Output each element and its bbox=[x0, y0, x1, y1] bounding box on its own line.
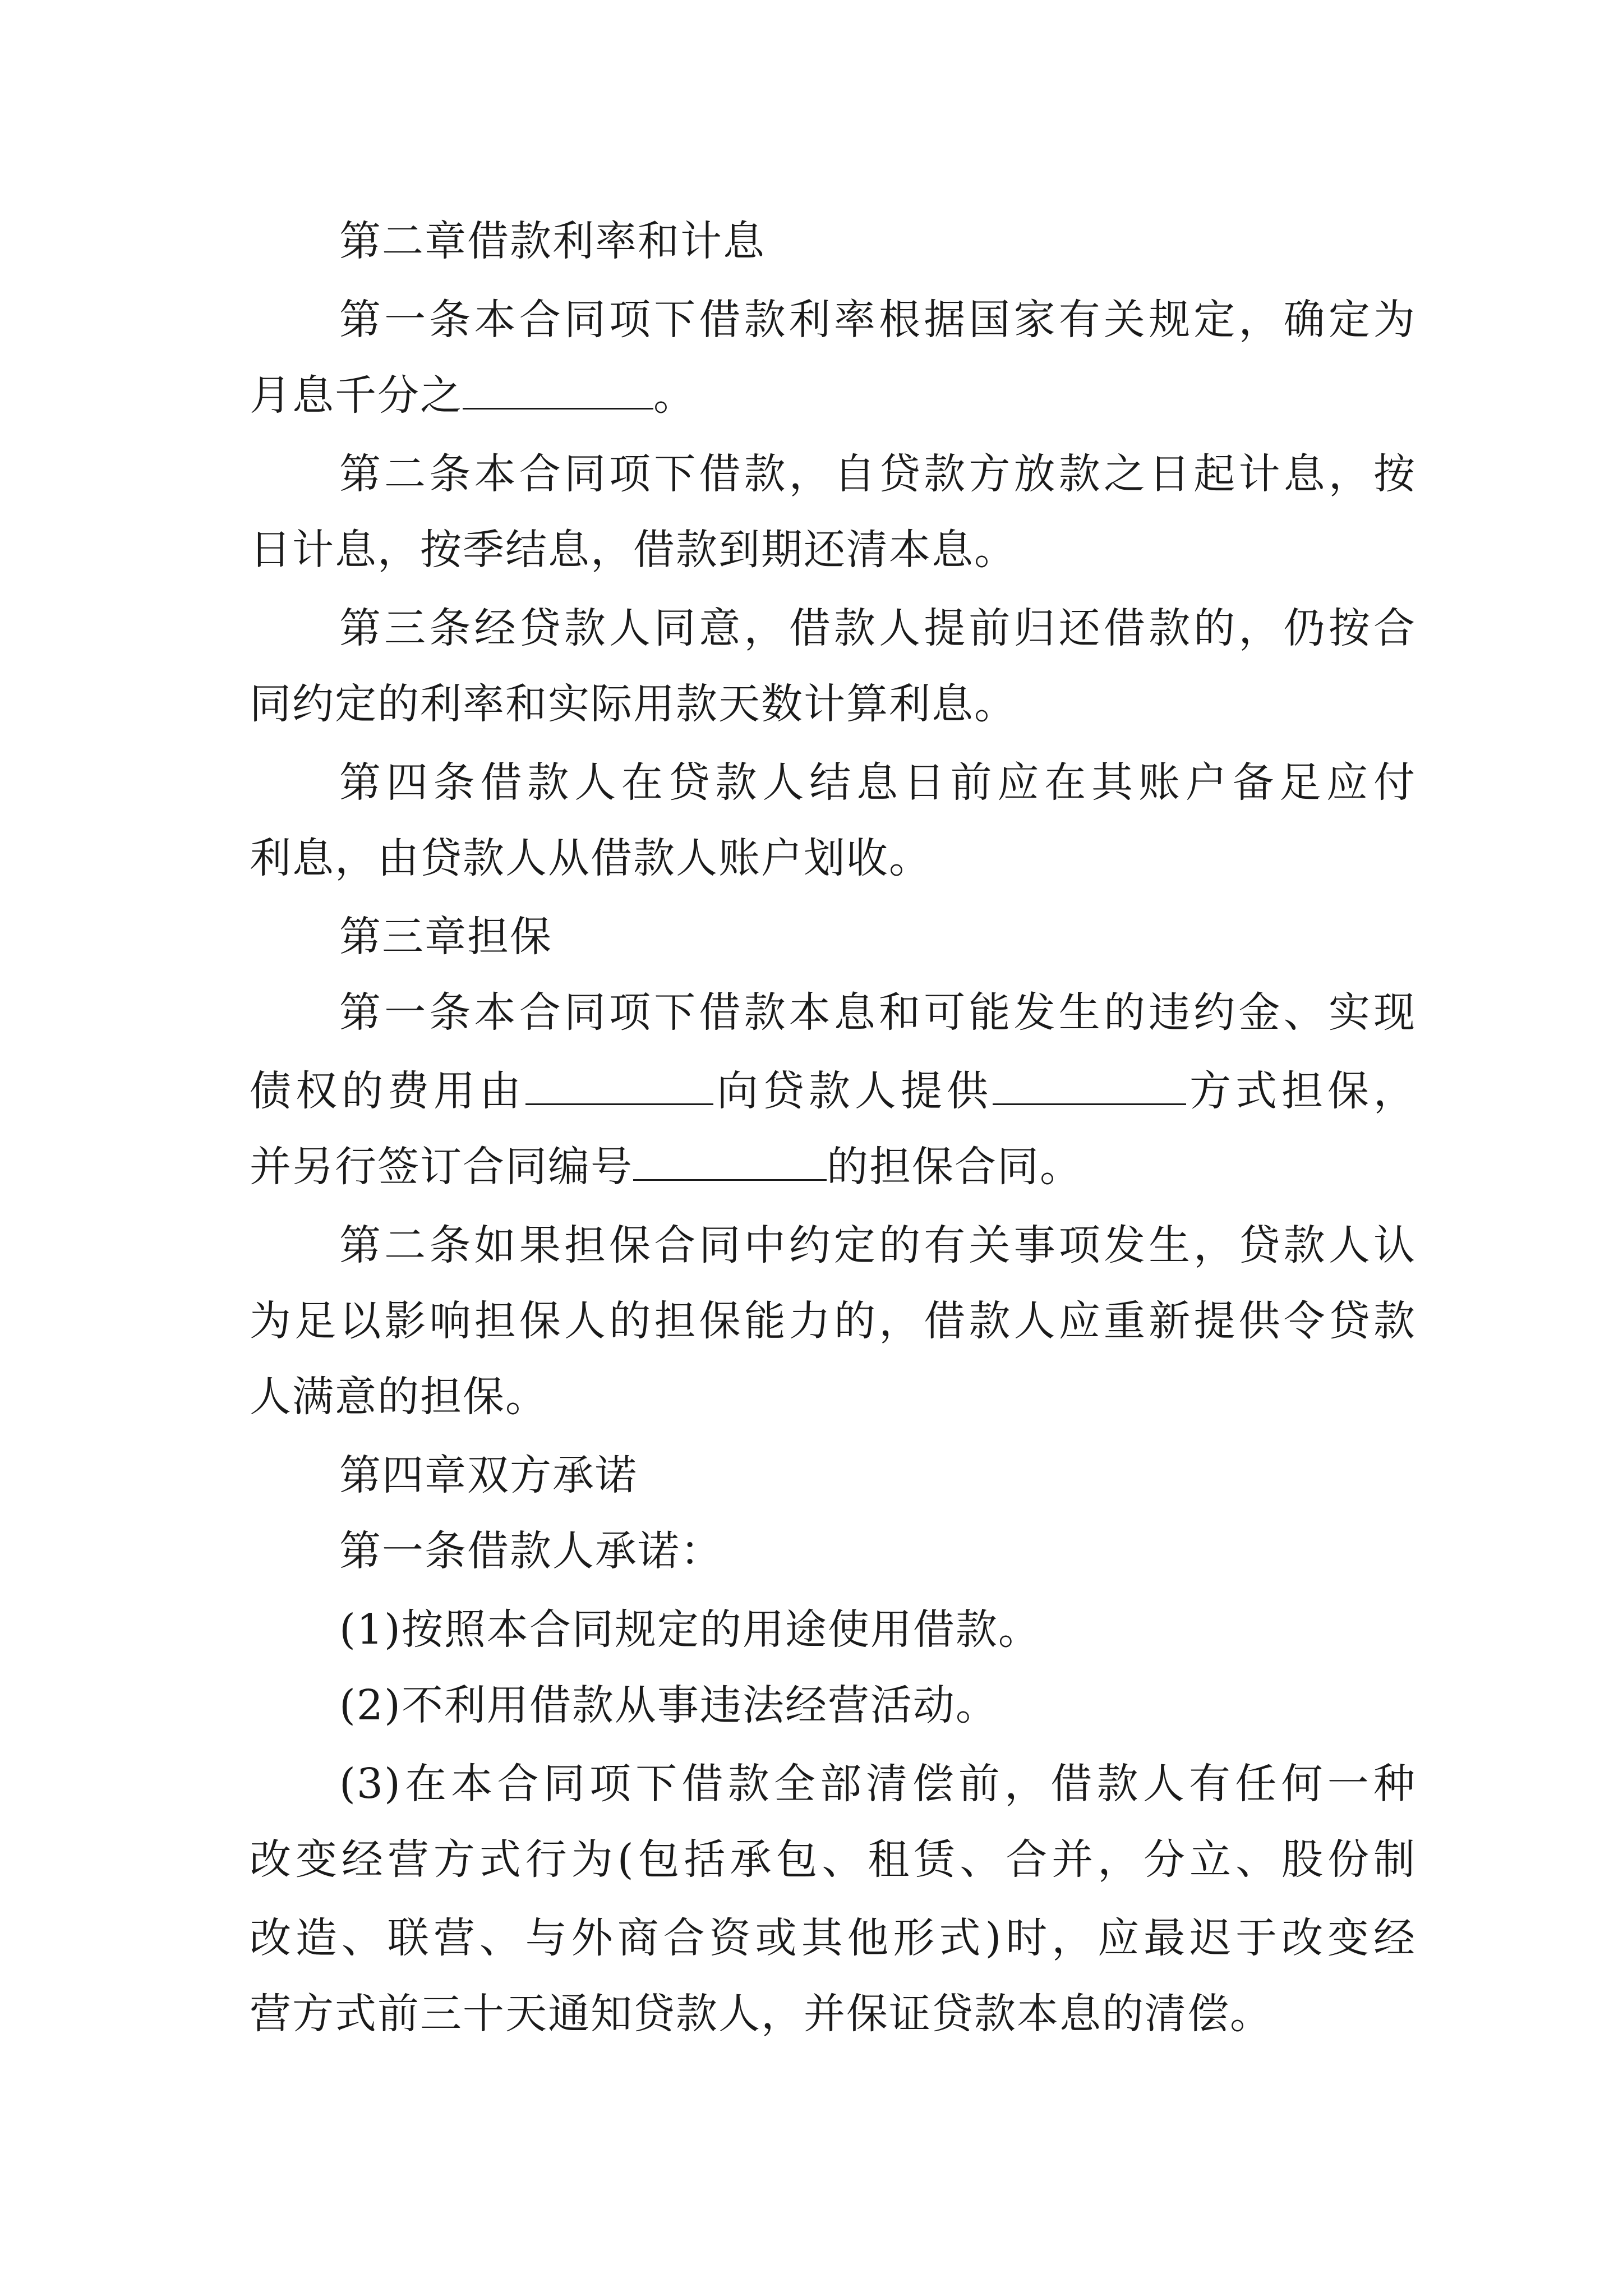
paragraph-line: 债权的费用由 向贷款人提供 方式担保， bbox=[250, 1067, 1416, 1115]
paragraph-line: 第三条经贷款人同意，借款人提前归还借款的，仍按合 bbox=[339, 604, 1416, 652]
list-item: (1)按照本合同规定的用途使用借款。 bbox=[339, 1605, 1041, 1654]
paragraph-line: 第四条借款人在贷款人结息日前应在其账户备足应付 bbox=[339, 758, 1416, 807]
fill-in-blank bbox=[525, 1070, 713, 1105]
fill-in-blank bbox=[633, 1145, 827, 1181]
paragraph-line: 第一条本合同项下借款利率根据国家有关规定，确定为 bbox=[339, 296, 1416, 344]
fill-in-blank bbox=[463, 374, 653, 409]
fill-in-blank bbox=[993, 1070, 1186, 1105]
paragraph-line: 第二条本合同项下借款，自贷款方放款之日起计息，按 bbox=[339, 450, 1416, 498]
paragraph-line: 营方式前三十天通知贷款人，并保证贷款本息的清偿。 bbox=[250, 1990, 1272, 2038]
paragraph-line: 同约定的利率和实际用款天数计算利息。 bbox=[250, 680, 1017, 728]
paragraph-line: 利息，由贷款人从借款人账户划收。 bbox=[250, 834, 932, 882]
paragraph-line: 并另行签订合同编号 的担保合同。 bbox=[250, 1143, 1082, 1191]
list-item: (3)在本合同项下借款全部清偿前，借款人有任何一种 bbox=[339, 1760, 1416, 1808]
paragraph-line: 改变经营方式行为(包括承包、租赁、合并，分立、股份制 bbox=[250, 1835, 1416, 1884]
paragraph-line: 日计息，按季结息，借款到期还清本息。 bbox=[250, 526, 1017, 574]
paragraph-line: 月息千分之 。 bbox=[250, 371, 696, 420]
chapter-4-title: 第四章双方承诺 bbox=[339, 1451, 638, 1499]
chapter-3-title: 第三章担保 bbox=[339, 913, 552, 961]
paragraph-line: 为足以影响担保人的担保能力的，借款人应重新提供令贷款 bbox=[250, 1297, 1416, 1345]
list-item: (2)不利用借款从事违法经营活动。 bbox=[339, 1681, 998, 1729]
chapter-2-title: 第二章借款利率和计息 bbox=[339, 217, 766, 265]
paragraph-line: 人满意的担保。 bbox=[250, 1373, 548, 1421]
paragraph-line: 第一条本合同项下借款本息和可能发生的违约金、实现 bbox=[339, 988, 1416, 1037]
paragraph-line: 第二条如果担保合同中约定的有关事项发生，贷款人认 bbox=[339, 1221, 1416, 1269]
paragraph-line: 第一条借款人承诺： bbox=[339, 1527, 723, 1575]
chapter-heading bbox=[250, 196, 1416, 286]
paragraph-line: 改造、联营、与外商合资或其他形式)时，应最迟于改变经 bbox=[250, 1914, 1416, 1962]
